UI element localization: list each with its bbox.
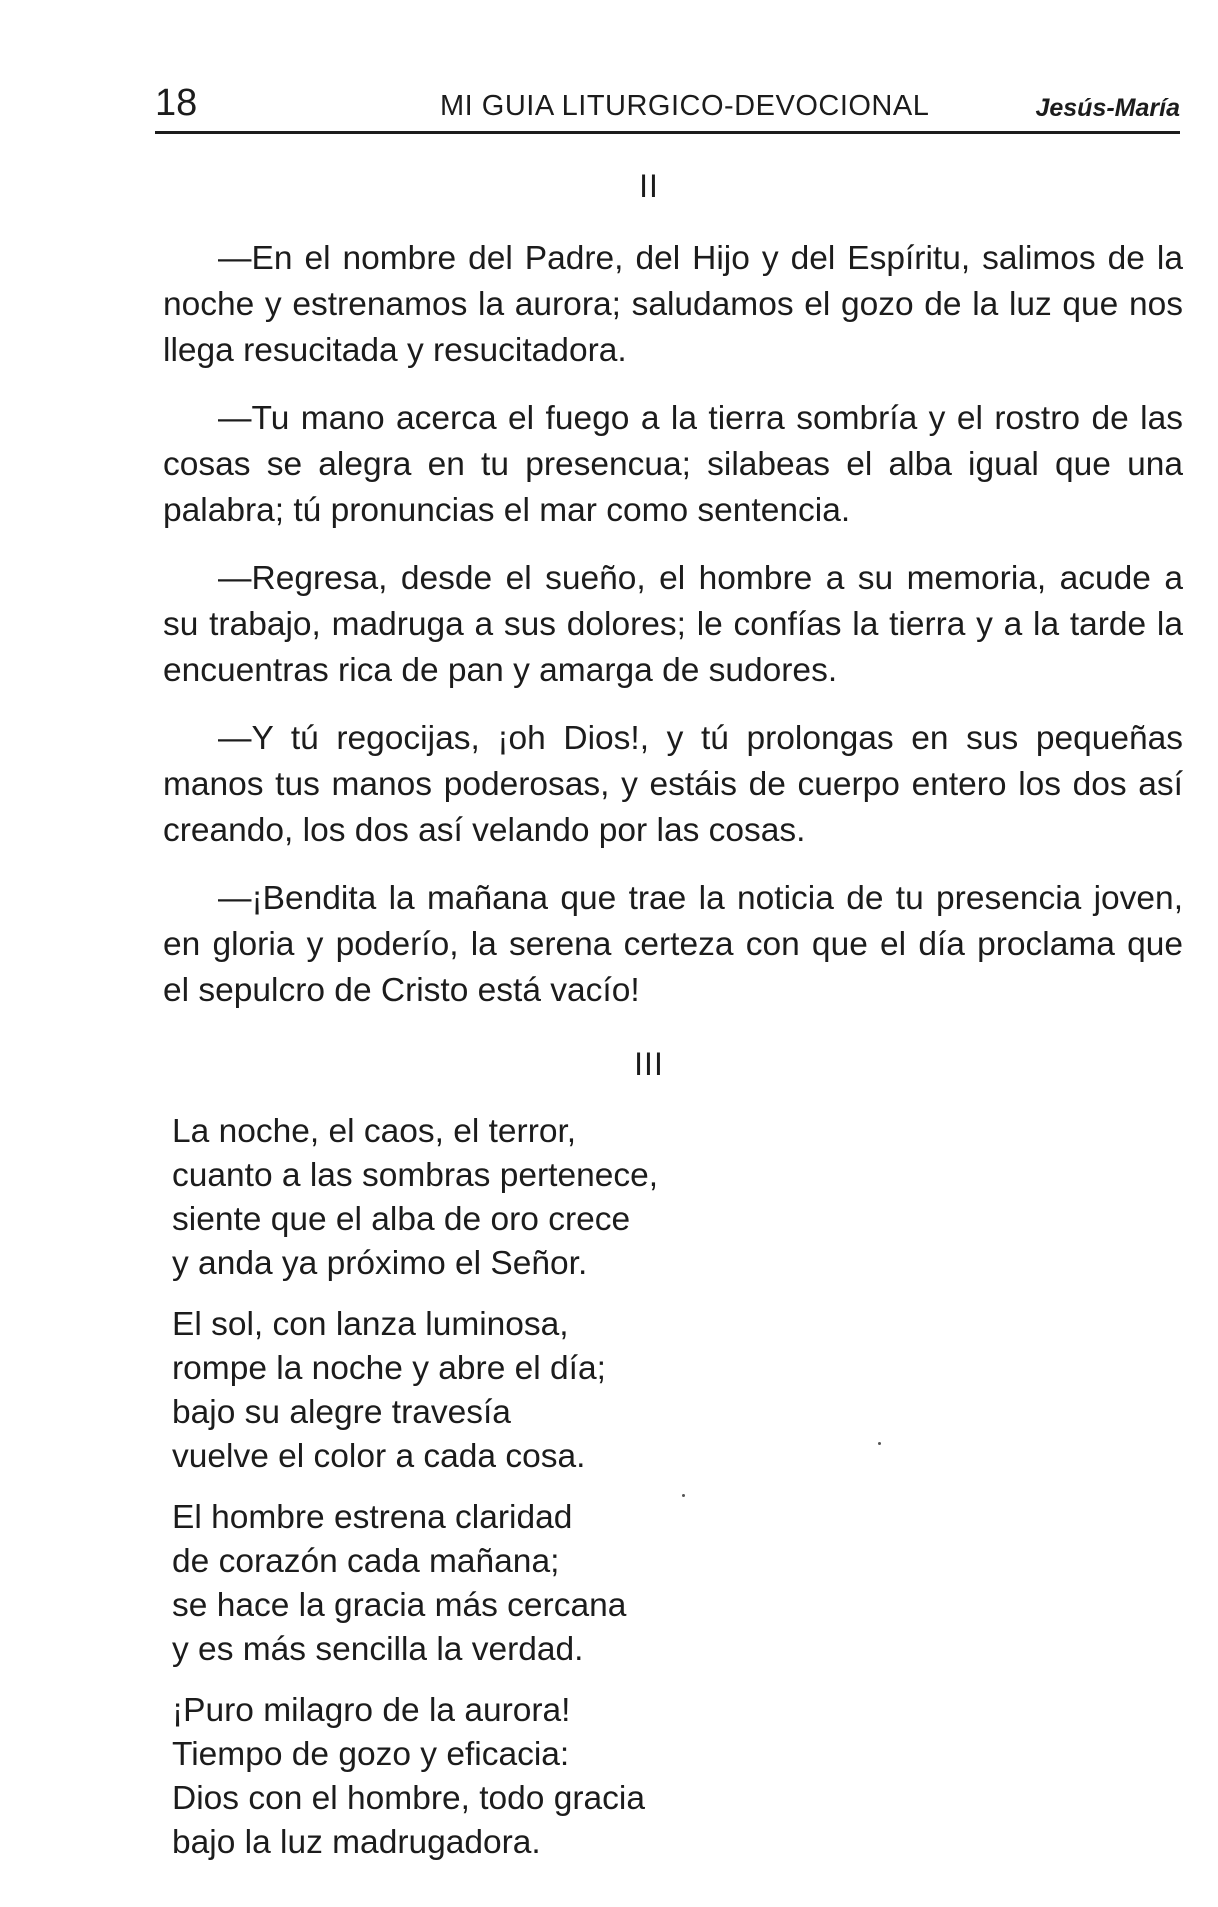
verse-line: de corazón cada mañana;: [172, 1543, 560, 1580]
verse-line: bajo su alegre travesía: [172, 1394, 511, 1431]
header-divider: [155, 131, 1180, 134]
verse-line: y anda ya próximo el Señor.: [172, 1245, 588, 1282]
verse-line: siente que el alba de oro crece: [172, 1201, 631, 1238]
running-title: MI GUIA LITURGICO-DEVOCIONAL: [440, 90, 930, 122]
verse-line: El sol, con lanza luminosa,: [172, 1306, 569, 1343]
verse-line: Tiempo de gozo y eficacia:: [172, 1736, 570, 1773]
stanza: [172, 1110, 872, 1286]
section-ii-body: [163, 236, 1183, 1036]
stanza: [172, 1303, 872, 1479]
paragraph: —Y tú regocijas, ¡oh Dios!, y tú prolongas en sus pequeñas manos tus manos poderosas, y estáis de cuerpo entero los dos así creando, los dos así velando por las cosas.: [163, 720, 1183, 849]
section-heading-ii: II: [639, 168, 659, 204]
page-number: 18: [155, 82, 198, 124]
section-heading-iii: III: [634, 1046, 664, 1082]
verse-line: La noche, el caos, el terror,: [172, 1113, 577, 1150]
stanza: [172, 1496, 872, 1672]
paragraph: —Tu mano acerca el fuego a la tierra sombría y el rostro de las cosas se alegra en tu presencua; silabeas el alba igual que una palabra; tú pronuncias el mar como sentencia.: [163, 400, 1183, 529]
running-author: Jesús-María: [1035, 94, 1180, 122]
verse-line: se hace la gracia más cercana: [172, 1587, 627, 1624]
verse-line: rompe la noche y abre el día;: [172, 1350, 606, 1387]
verse-line: Dios con el hombre, todo gracia: [172, 1780, 645, 1817]
print-speck: [878, 1442, 881, 1445]
paragraph: —Regresa, desde el sueño, el hombre a su memoria, acude a su trabajo, madruga a sus dolores; le confías la tierra y a la tarde la encuentras rica de pan y amarga de sudores.: [163, 560, 1183, 689]
verse-line: vuelve el color a cada cosa.: [172, 1438, 586, 1475]
verse-line: ¡Puro milagro de la aurora!: [172, 1692, 571, 1729]
verse-line: y es más sencilla la verdad.: [172, 1631, 584, 1668]
verse-line: bajo la luz madrugadora.: [172, 1824, 541, 1861]
stanza: [172, 1689, 872, 1865]
hymn-verse: [172, 1110, 872, 1882]
print-speck: [682, 1494, 685, 1497]
paragraph: —¡Bendita la mañana que trae la noticia de tu presencia joven, en gloria y poderío, la serena certeza con que el día proclama que el sepulcro de Cristo está vacío!: [163, 880, 1183, 1009]
page-header: [155, 82, 1180, 134]
verse-line: cuanto a las sombras pertenece,: [172, 1157, 659, 1194]
verse-line: El hombre estrena claridad: [172, 1499, 573, 1536]
paragraph: —En el nombre del Padre, del Hijo y del Espíritu, salimos de la noche y estrenamos la aurora; saludamos el gozo de la luz que nos llega resucitada y resucitadora.: [163, 240, 1183, 369]
